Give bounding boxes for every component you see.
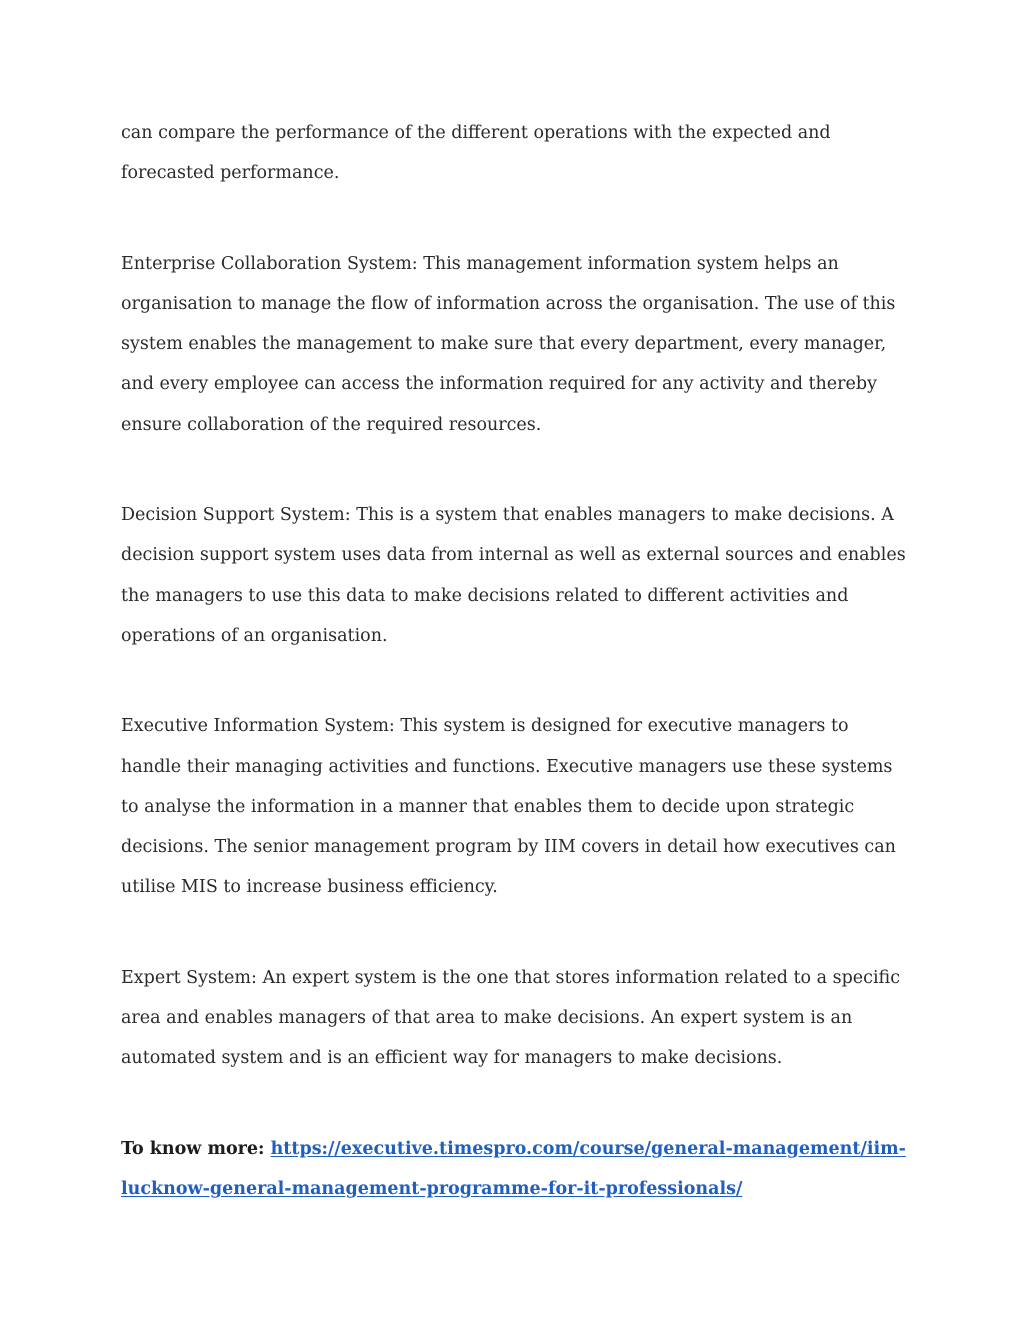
paragraph-performance-continuation: can compare the performance of the different operations with the expected and forecasted performance.: [121, 123, 831, 184]
document-body: [121, 113, 911, 1209]
paragraph-decision-support-system: Decision Support System: This is a system that enables managers to make decisions. A decision support system uses data from internal as well as external sources and enables the managers to use this data to make decisions related to different activities and operations of an organisation.: [121, 505, 906, 646]
know-more-label: To know more:: [121, 1138, 265, 1159]
paragraph-executive-information-system: Executive Information System: This system is designed for executive managers to handle their managing activities and functions. Executive managers use these systems to analyse the information in a manner that enables them to decide upon strategic decisions. The senior management program by IIM covers in detail how executives can utilise MIS to increase business efficiency.: [121, 716, 896, 898]
course-link[interactable]: https://executive.timespro.com/course/general-management/iim-lucknow-general-management-programme-for-it-professionals/: [121, 1138, 906, 1199]
paragraph-enterprise-collaboration-system: Enterprise Collaboration System: This management information system helps an organisation to manage the flow of information across the organisation. The use of this system enables the management to make sure that every department, every manager, and every employee can access the information required for any activity and thereby ensure collaboration of the required resources.: [121, 253, 896, 435]
know-more-line: [121, 1129, 911, 1210]
paragraph-expert-system: Expert System: An expert system is the one that stores information related to a specific area and enables managers of that area to make decisions. An expert system is an automated system and is an efficient way for managers to make decisions.: [121, 967, 901, 1069]
